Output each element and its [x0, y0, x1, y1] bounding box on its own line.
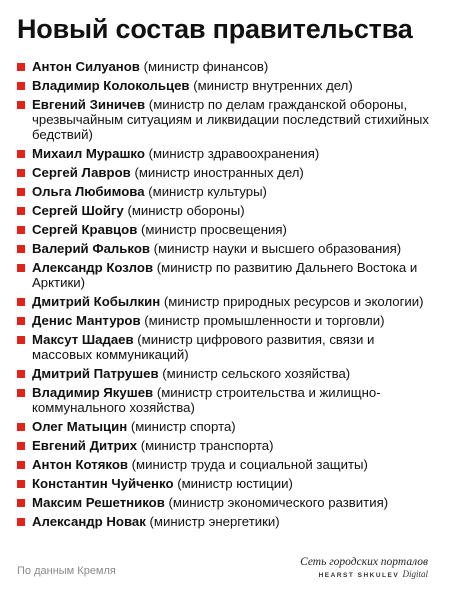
minister-role: (министр строительства и жилищно-коммунального хозяйства) — [32, 385, 381, 415]
minister-name: Сергей Шойгу — [32, 203, 124, 218]
list-item — [17, 457, 437, 472]
minister-name: Денис Мантуров — [32, 313, 141, 328]
list-item — [17, 241, 437, 256]
list-item — [17, 97, 437, 142]
bullet-square-icon — [17, 101, 25, 109]
minister-name: Владимир Якушев — [32, 385, 154, 400]
minister-name: Владимир Колокольцев — [32, 78, 190, 93]
bullet-square-icon — [17, 423, 25, 431]
minister-role: (министр финансов) — [143, 59, 269, 74]
minister-name: Максут Шадаев — [32, 332, 134, 347]
minister-name: Максим Решетников — [32, 495, 165, 510]
bullet-square-icon — [17, 226, 25, 234]
minister-name: Александр Козлов — [32, 260, 154, 275]
minister-role: (министр сельского хозяйства) — [162, 366, 351, 381]
list-item — [17, 146, 437, 161]
minister-role: (министр транспорта) — [140, 438, 274, 453]
list-item — [17, 78, 437, 93]
minister-name: Евгений Зиничев — [32, 97, 146, 112]
minister-name: Антон Котяков — [32, 457, 128, 472]
list-item — [17, 495, 437, 510]
minister-name: Сергей Лавров — [32, 165, 131, 180]
list-item — [17, 222, 437, 237]
minister-role: (министр иностранных дел) — [134, 165, 304, 180]
minister-name: Константин Чуйченко — [32, 476, 174, 491]
bullet-square-icon — [17, 264, 25, 272]
minister-name: Ольга Любимова — [32, 184, 145, 199]
bullet-square-icon — [17, 169, 25, 177]
list-item — [17, 332, 437, 362]
minister-role: (министр труда и социальной защиты) — [131, 457, 368, 472]
bullet-square-icon — [17, 389, 25, 397]
list-item — [17, 59, 437, 74]
page-title: Новый состав правительства — [17, 14, 413, 44]
bullet-square-icon — [17, 442, 25, 450]
logo-title: Сеть городских порталов — [300, 556, 428, 568]
minister-name: Михаил Мурашко — [32, 146, 145, 161]
bullet-square-icon — [17, 480, 25, 488]
minister-name: Евгений Дитрих — [32, 438, 138, 453]
list-item — [17, 419, 437, 434]
minister-name: Дмитрий Кобылкин — [32, 294, 161, 309]
minister-role: (министр внутренних дел) — [193, 78, 353, 93]
minister-name: Александр Новак — [32, 514, 146, 529]
bullet-square-icon — [17, 370, 25, 378]
publisher-logo — [300, 556, 428, 581]
list-item — [17, 184, 437, 199]
bullet-square-icon — [17, 82, 25, 90]
bullet-square-icon — [17, 317, 25, 325]
minister-role: (министр спорта) — [130, 419, 236, 434]
list-item — [17, 313, 437, 328]
list-item — [17, 294, 437, 309]
list-item — [17, 260, 437, 290]
minister-role: (министр просвещения) — [141, 222, 287, 237]
minister-role: (министр экономического развития) — [168, 495, 389, 510]
list-item — [17, 165, 437, 180]
minister-name: Сергей Кравцов — [32, 222, 138, 237]
minister-name: Валерий Фальков — [32, 241, 150, 256]
logo-brand: HEARST SHKULEV — [318, 572, 400, 579]
list-item — [17, 366, 437, 381]
minister-role: (министр культуры) — [148, 184, 267, 199]
minister-role: (министр цифрового развития, связи и массовых коммуникаций) — [32, 332, 375, 362]
bullet-square-icon — [17, 63, 25, 71]
logo-subtitle — [300, 569, 428, 581]
minister-role: (министр юстиции) — [177, 476, 293, 491]
minister-role: (министр обороны) — [127, 203, 245, 218]
bullet-square-icon — [17, 518, 25, 526]
logo-digital: Digital — [402, 569, 428, 579]
list-item — [17, 476, 437, 491]
minister-role: (министр здравоохранения) — [148, 146, 320, 161]
minister-name: Олег Матыцин — [32, 419, 128, 434]
bullet-square-icon — [17, 298, 25, 306]
minister-role: (министр по делам гражданской обороны, чрезвычайным ситуациям и ликвидации последствий стихийных бедствий) — [32, 97, 429, 142]
bullet-square-icon — [17, 245, 25, 253]
list-item — [17, 438, 437, 453]
minister-role: (министр по развитию Дальнего Востока и Арктики) — [32, 260, 418, 290]
source-note: По данным Кремля — [17, 565, 116, 577]
bullet-square-icon — [17, 499, 25, 507]
bullet-square-icon — [17, 336, 25, 344]
list-item — [17, 514, 437, 529]
minister-role: (министр науки и высшего образования) — [153, 241, 402, 256]
bullet-square-icon — [17, 188, 25, 196]
minister-role: (министр энергетики) — [149, 514, 280, 529]
bullet-square-icon — [17, 461, 25, 469]
minister-role: (министр промышленности и торговли) — [144, 313, 385, 328]
minister-name: Дмитрий Патрушев — [32, 366, 159, 381]
minister-role: (министр природных ресурсов и экологии) — [163, 294, 424, 309]
minister-name: Антон Силуанов — [32, 59, 140, 74]
minister-list — [17, 59, 437, 533]
list-item — [17, 203, 437, 218]
bullet-square-icon — [17, 207, 25, 215]
bullet-square-icon — [17, 150, 25, 158]
list-item — [17, 385, 437, 415]
